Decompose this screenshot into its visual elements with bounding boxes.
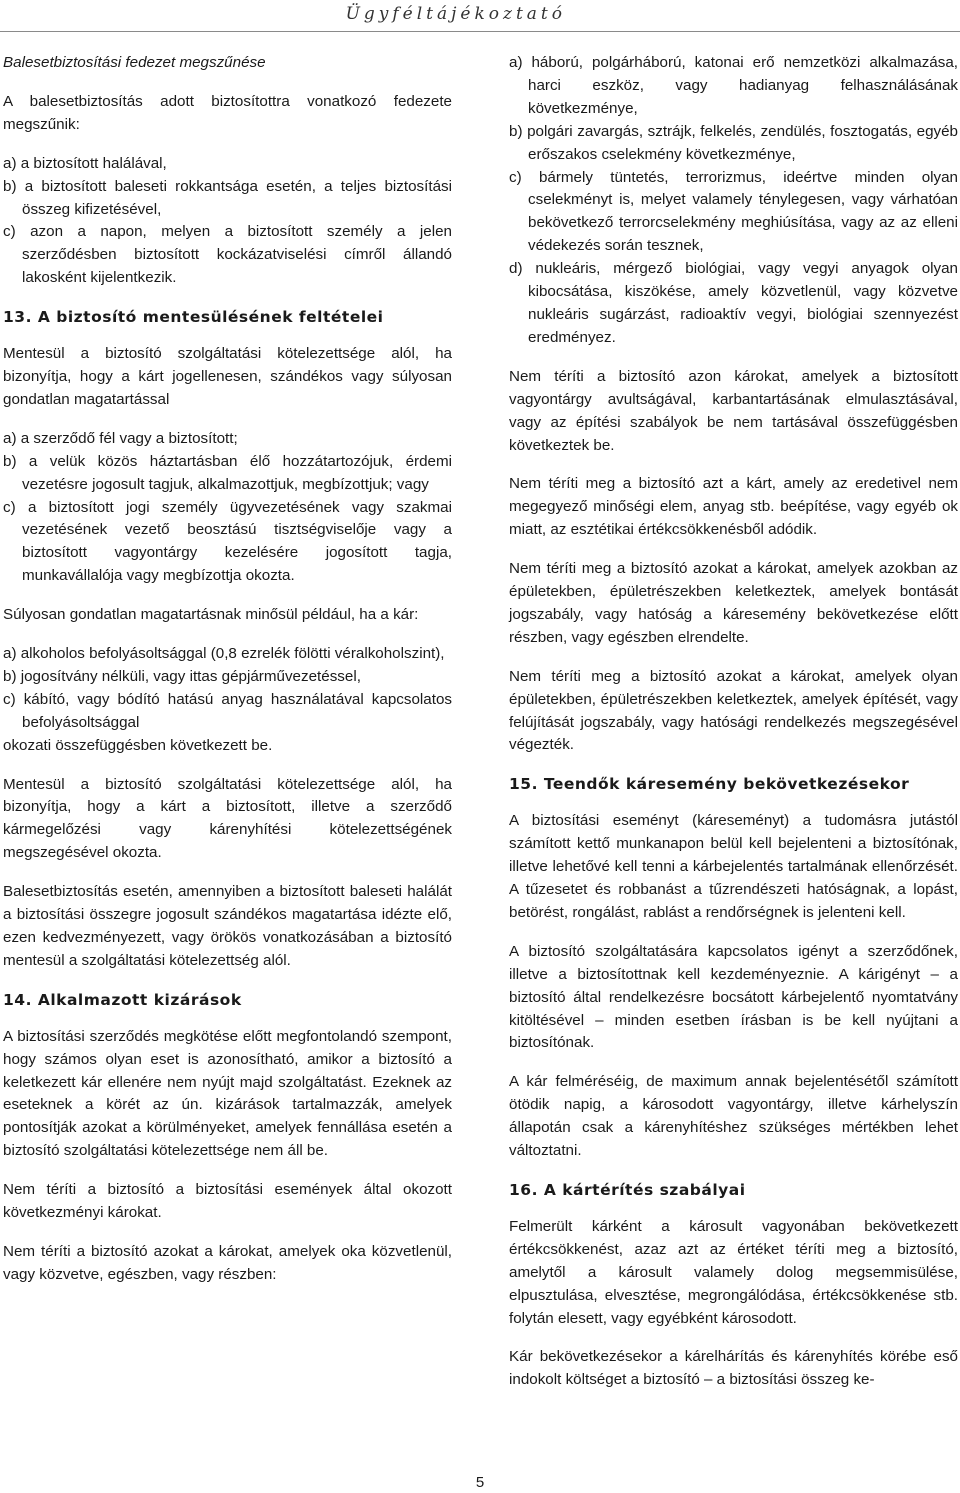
list-item: c) kábító, vagy bódító hatású anyag használatával kapcsolatos befolyásoltsággal — [3, 690, 452, 731]
paragraph: Nem téríti meg a biztosító azt a kárt, amely az eredetivel nem megegyező minőségi elem, anyag stb. beépítése, vagy egyéb ok miatt, az esztétikai értékcsökkenésből adódik. — [509, 475, 958, 539]
paragraph: Mentesül a biztosító szolgáltatási kötelezettsége alól, ha bizonyítja, hogy a kárt jogellenesen, szándékos vagy súlyosan gondatlan magatartással — [3, 345, 452, 408]
list-item: a) a szerződő fél vagy a biztosított; — [3, 429, 238, 447]
paragraph: Nem téríti a biztosító azon károkat, amelyek a biztosított vagyontárgy avultságával, karbantartásának elmulasztásával, vagy az építési szabályok be nem tartásával összefüggésben következtek be. — [509, 367, 958, 454]
list — [509, 52, 958, 350]
right-column — [509, 52, 958, 1392]
list — [3, 643, 452, 735]
section-heading-15: 15. Teendők káresemény bekövetkezésekor — [509, 775, 910, 794]
paragraph: A balesetbiztosítás adott biztosítottra vonatkozó fedezete megszűnik: — [3, 92, 452, 133]
paragraph: A kár felméréséig, de maximum annak bejelentésétől számított ötödik napig, a károsodott vagyontárgy, illetve kárhelyszín állapotán csak a kárenyhítéshez szükséges mértékben lehet változtatni. — [509, 1073, 958, 1160]
list — [3, 428, 452, 588]
paragraph: Súlyosan gondatlan magatartásnak minősül például, ha a kár: — [3, 606, 419, 624]
paragraph: A biztosítási eseményt (káreseményt) a tudomásra jutástól számított kettő munkanapon belül kell bejelenteni a biztosítónak, illetve lehetővé kell tenni a kárbejelentés tartalmának ellenőrzését. A tűzesetet és robbanást a tűzrendészeti hatóságnak, a lopást, betörést, rongálást, rablást a rendőrségnek is jelenteni kell. — [509, 812, 958, 921]
list-item: c) azon a napon, melyen a biztosított személy a jelen szerződésben biztosított kockázatviselési címről állandó lakosként kijelentkezik. — [3, 223, 452, 287]
paragraph: Kár bekövetkezésekor a kárelhárítás és kárenyhítés körébe eső indokolt költséget a biztosító – a biztosítási összeg ke- — [509, 1348, 958, 1389]
page-number: 5 — [475, 1474, 485, 1491]
running-header: Ügyféltájékoztató — [345, 4, 566, 24]
list-item: a) alkoholos befolyásoltsággal (0,8 ezrelék fölötti véralkoholszint), — [3, 645, 445, 663]
section-title-fedezet-megszunese: Balesetbiztosítási fedezet megszűnése — [3, 54, 266, 71]
paragraph: A biztosítási szerződés megkötése előtt megfontolandó szempont, hogy számos olyan eset is azonosítható, amikor a biztosító a keletkezett kár ellenére nem nyújt majd szolgáltatást. Ezeknek az eseteknek a körét az ún. kizárások tartalmazzák, amelyek pontosítják azokat a körülményeket, amelyek fennállása esetén a biztosító szolgáltatási kötelezettsége nem áll be. — [3, 1027, 452, 1160]
list-item: b) jogosítvány nélküli, vagy ittas gépjárművezetéssel, — [3, 667, 361, 685]
section-heading-14: 14. Alkalmazott kizárások — [3, 990, 242, 1009]
list-item: c) bármely tüntetés, terrorizmus, ideértve minden olyan cselekményt is, melyet valamely ténylegesen, vagy várhatóan bekövetkező terrorcselekmény meghiúsítása, vagy az az elleni védekezés során tesznek, — [509, 168, 958, 255]
left-column — [3, 52, 452, 1287]
list-item: b) a biztosított baleseti rokkantsága esetén, a teljes biztosítási összeg kifizetésével, — [3, 177, 452, 218]
paragraph: Nem téríti meg a biztosító azokat a károkat, amelyek olyan épületekben, épületrészekben keletkeztek, amelyek építését, vagy felújítását jogszabály, vagy hatósági rendelkezés megszegésével végezték. — [509, 667, 958, 754]
list — [3, 153, 452, 290]
section-heading-13: 13. A biztosító mentesülésének feltételei — [3, 308, 384, 327]
list-item: a) háború, polgárháború, katonai erő nemzetközi alkalmazása, harci eszköz, vagy hadianyag felhasználásának következménye, — [509, 54, 958, 117]
list-item: c) a biztosított jogi személy ügyvezetésének vagy szakmai vezetésének vezető beosztású tisztségviselője vagy a biztosított vagyontárgy kezelésére jogosított tagja, munkavállalója vagy megbízottja okozta. — [3, 498, 452, 585]
list-item: b) a velük közös háztartásban élő hozzátartozójuk, érdemi vezetésre jogosult tagjuk, alkalmazottjuk, megbízottjuk; vagy — [3, 452, 452, 493]
paragraph: okozati összefüggésben következett be. — [3, 736, 273, 754]
paragraph: A biztosító szolgáltatására kapcsolatos igényt a szerződőnek, illetve a biztosítottnak kell kezdeményeznie. A kárigényt – a biztosító által rendelkezésre bocsátott kárbejelentő nyomtatvány kitöltésével – minden esetben írásban is be kell nyújtani a biztosítónak. — [509, 942, 958, 1052]
list-item: a) a biztosított halálával, — [3, 154, 167, 172]
paragraph: Felmerült kárként a károsult vagyonában bekövetkezett értékcsökkenést, azaz azt az értéket téríti meg a biztosító, amelytől a károsult valamely dolog megsemmisülése, elpusztulása, elvesztése, megrongálódása, értékcsökkenése stb. folytán elesett, vagy egyébként károsodott. — [509, 1217, 958, 1327]
paragraph: Nem téríti a biztosító a biztosítási események által okozott következményi károkat. — [3, 1181, 452, 1222]
paragraph: Nem téríti meg a biztosító azokat a károkat, amelyek azokban az épületekben, épületrészekben keletkeztek, amelyek bontását jogszabály, vagy hatóság a káresemény bekövetkezése előtt részben, vagy egészben elrendelte. — [509, 560, 958, 646]
section-heading-16: 16. A kártérítés szabályai — [509, 1180, 746, 1199]
list-item: d) nukleáris, mérgező biológiai, vagy vegyi anyagok olyan kibocsátása, kiszökése, amely közvetlenül, vagy közvetve nukleáris sugárzást, radioaktív vegyi, biológiai szennyezést eredményez. — [509, 260, 958, 346]
list-item: b) polgári zavargás, sztrájk, felkelés, zendülés, fosztogatás, egyéb erőszakos cselekmény következménye, — [509, 122, 958, 163]
paragraph: Nem téríti a biztosító azokat a károkat, amelyek oka közvetlenül, vagy közvetve, egészben, vagy részben: — [3, 1242, 452, 1283]
paragraph: Mentesül a biztosító szolgáltatási kötelezettsége alól, ha bizonyítja, hogy a kárt a biztosított, illetve a szerződő kármegelőzési vagy kárenyhítési kötelezettségének megszegésével okozta. — [3, 775, 452, 862]
paragraph: Balesetbiztosítás esetén, amennyiben a biztosított baleseti halálát a biztosítási összegre jogosult szándékos magatartása idézte elő, ezen kedvezményezett, vagy örökös vonatkozásában a biztosító mentesül a szolgáltatási kötelezettség alól. — [3, 883, 452, 969]
header-rule — [0, 31, 960, 32]
